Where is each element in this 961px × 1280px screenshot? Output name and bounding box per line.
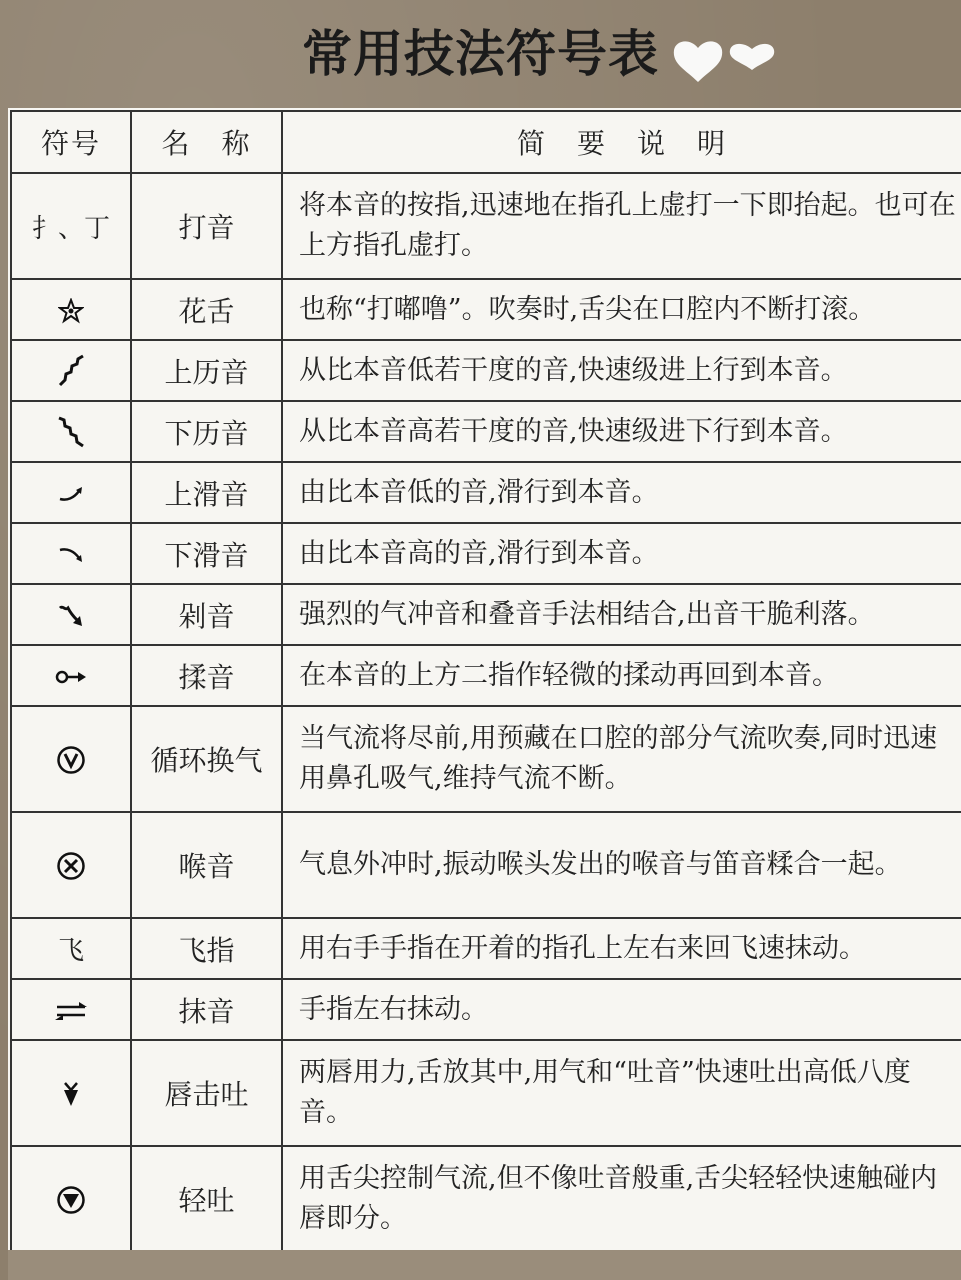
header-description: 简 要 说 明	[282, 111, 961, 173]
table-row	[11, 462, 961, 523]
technique-name: 剁音	[131, 584, 282, 645]
technique-description: 在本音的上方二指作轻微的揉动再回到本音。	[282, 645, 961, 706]
table-row	[11, 706, 961, 812]
table-row	[11, 645, 961, 706]
table-row	[11, 584, 961, 645]
technique-name: 抹音	[131, 979, 282, 1040]
technique-description: 从比本音低若干度的音,快速级进上行到本音。	[282, 340, 961, 401]
technique-description: 也称“打嘟噜”。吹奏时,舌尖在口腔内不断打滚。	[282, 279, 961, 340]
star-icon	[58, 298, 84, 324]
da-yin-symbol: 扌、丁	[11, 173, 131, 279]
table-row	[11, 812, 961, 918]
table-row	[11, 523, 961, 584]
symbol-table-sheet	[8, 108, 961, 1250]
technique-description: 两唇用力,舌放其中,用气和“吐音”快速吐出高低八度音。	[282, 1040, 961, 1146]
technique-name: 花舌	[131, 279, 282, 340]
fei-symbol: 飞	[11, 918, 131, 979]
rising-curve-arrow-icon	[57, 484, 85, 504]
rising-zigzag-icon	[56, 354, 86, 388]
table-row	[11, 1040, 961, 1146]
technique-description: 强烈的气冲音和叠音手法相结合,出音干脆利落。	[282, 584, 961, 645]
technique-description: 用右手手指在开着的指孔上左右来回飞速抹动。	[282, 918, 961, 979]
falling-curve-arrow-icon	[57, 545, 85, 565]
technique-description: 由比本音低的音,滑行到本音。	[282, 462, 961, 523]
technique-name: 轻吐	[131, 1146, 282, 1252]
circled-filled-triangle-icon	[56, 1185, 86, 1215]
technique-name: 上历音	[131, 340, 282, 401]
technique-description: 用舌尖控制气流,但不像吐音般重,舌尖轻轻快速触碰内唇即分。	[282, 1146, 961, 1252]
wavy-down-arrow-icon	[56, 602, 86, 630]
table-row	[11, 173, 961, 279]
technique-name: 上滑音	[131, 462, 282, 523]
technique-name: 循环换气	[131, 706, 282, 812]
falling-zigzag-icon	[56, 415, 86, 449]
table-header-row	[11, 111, 961, 173]
table-row	[11, 401, 961, 462]
table-row	[11, 918, 961, 979]
header-name: 名 称	[131, 111, 282, 173]
double-arrow-icon	[53, 1000, 89, 1022]
technique-name: 揉音	[131, 645, 282, 706]
technique-description: 手指左右抹动。	[282, 979, 961, 1040]
hearts-decoration-icon	[668, 34, 788, 86]
technique-name: 下滑音	[131, 523, 282, 584]
header-symbol: 符号	[11, 111, 131, 173]
table-row	[11, 279, 961, 340]
filled-v-arrow-icon	[61, 1080, 81, 1108]
technique-name: 打音	[131, 173, 282, 279]
technique-description: 当气流将尽前,用预藏在口腔的部分气流吹奏,同时迅速用鼻孔吸气,维持气流不断。	[282, 706, 961, 812]
table-row	[11, 340, 961, 401]
technique-name: 下历音	[131, 401, 282, 462]
technique-symbol-table	[10, 110, 961, 1253]
circled-x-icon	[56, 851, 86, 881]
technique-name: 喉音	[131, 812, 282, 918]
technique-name: 唇击吐	[131, 1040, 282, 1146]
technique-name: 飞指	[131, 918, 282, 979]
bottom-background	[8, 1250, 961, 1280]
technique-description: 从比本音高若干度的音,快速级进下行到本音。	[282, 401, 961, 462]
table-row	[11, 1146, 961, 1252]
technique-description: 气息外冲时,振动喉头发出的喉音与笛音糅合一起。	[282, 812, 961, 918]
circle-arrow-icon	[54, 668, 88, 686]
circled-v-icon	[56, 745, 86, 775]
technique-description: 将本音的按指,迅速地在指孔上虚打一下即抬起。也可在上方指孔虚打。	[282, 173, 961, 279]
technique-description: 由比本音高的音,滑行到本音。	[282, 523, 961, 584]
page-title: 常用技法符号表	[302, 25, 659, 83]
table-row	[11, 979, 961, 1040]
